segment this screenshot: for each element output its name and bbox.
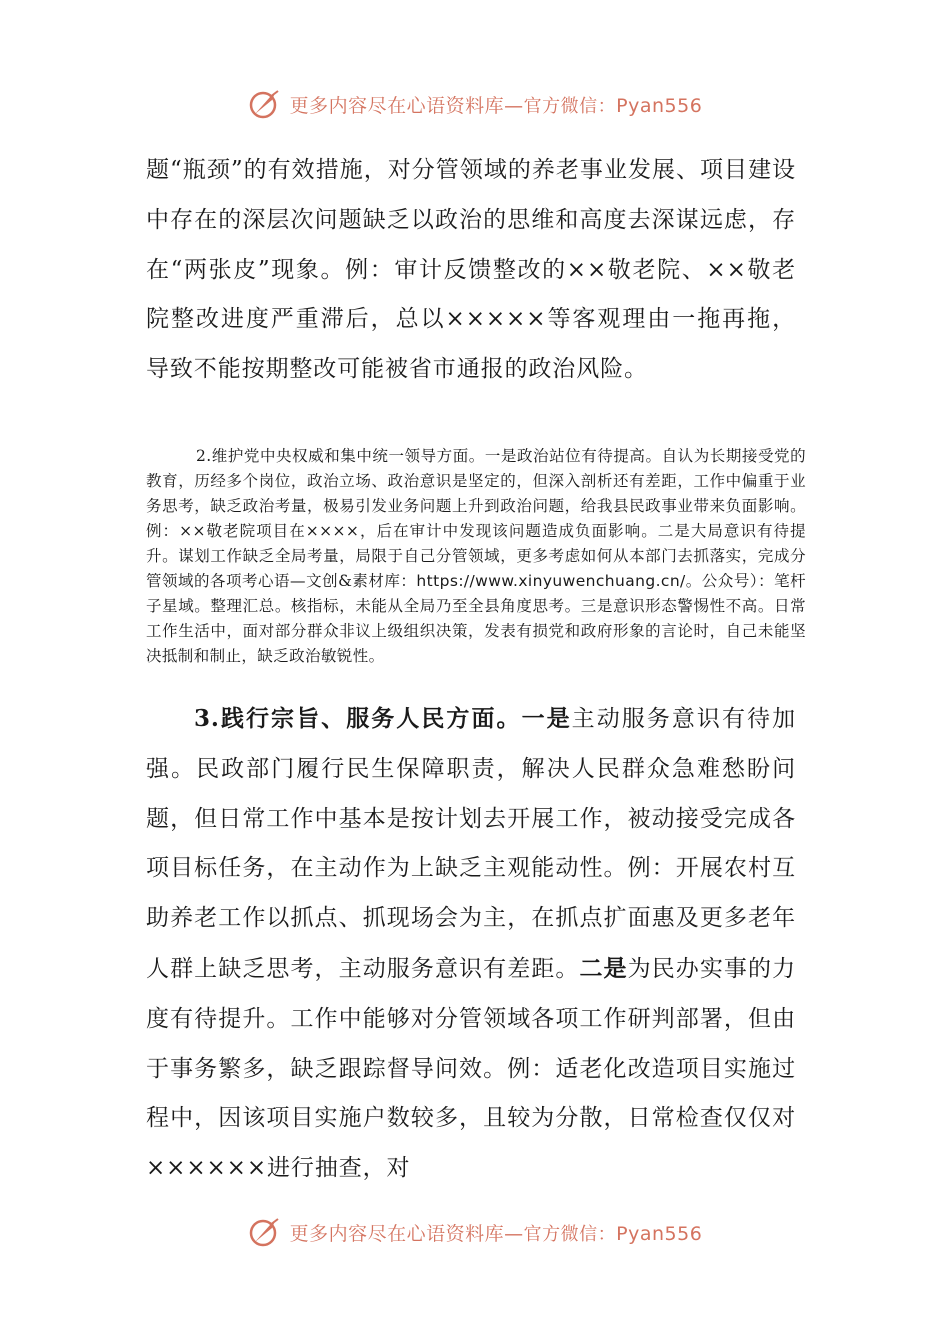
paragraph-small-print: 2.维护党中央权威和集中统一领导方面。一是政治站位有待提高。自认为长期接受党的教育，历经多个岗位，政治立场、政治意识是坚定的，但深入剖析还有差距，工作中偏重于业务思考，缺乏政治考量，极易引发业务问题上升到政治问题，给我县民政事业带来负面影响。例：××敬老院项目在××××，后在审计中发现该问题造成负面影响。二是大局意识有待提升。谋划工作缺乏全局考量，局限于自己分管领域，更多考虑如何从本部门去抓落实，完成分管领域的各项考心语—文创&素材库：https://www.xinyuwenchuang.cn/。公众号）：笔杆子星域。整理汇总。核指标，未能从全局乃至全县角度思考。三是意识形态警惕性不高。日常工作生活中，面对部分群众非议上级组织决策，发表有损党和政府形象的言论时，自己未能坚决抵制和制止，缺乏政治敏锐性。 bbox=[146, 447, 806, 665]
section-heading: 3.践行宗旨、服务人民方面。 bbox=[194, 705, 522, 732]
watermark-text: 更多内容尽在心语资料库—官方微信：Pyan556 bbox=[289, 94, 703, 117]
paragraph-continuation: 题“瓶颈”的有效措施，对分管领域的养老事业发展、项目建设中存在的深层次问题缺乏以政治的思维和高度去深谋远虑，存在“两张皮”现象。例：审计反馈整改的××敬老院、××敬老院整改进度严重滞后，总以×××××等客观理由一拖再拖，导致不能按期整改可能被省市通报的政治风险。 bbox=[146, 157, 796, 383]
watermark-banner-top bbox=[0, 82, 950, 126]
pen-nib-circle-icon bbox=[248, 87, 282, 121]
point-label-first: 一是 bbox=[521, 705, 572, 732]
source-url: https://www.xinyuwenchuang.cn/ bbox=[416, 572, 686, 590]
pen-nib-circle-icon bbox=[248, 1215, 282, 1249]
point-label-second: 二是 bbox=[579, 954, 628, 982]
watermark-banner-bottom bbox=[0, 1210, 950, 1254]
paragraph-section-3: 3.践行宗旨、服务人民方面。一是主动服务意识有待加强。民政部门履行民生保障职责，解决人民群众急难愁盼问题，但日常工作中基本是按计划去开展工作，被动接受完成各项目标任务，在主动作为上缺乏主观能动性。例：开展农村互助养老工作以抓点、抓现场会为主，在抓点扩面惠及更多老年人群上缺乏思考，主动服务意识有差距。二是为民办实事的力度有待提升。工作中能够对分管领域各项工作研判部署，但由于事务繁多，缺乏跟踪督导问效。例：适老化改造项目实施过程中，因该项目实施户数较多，且较为分散，日常检查仅仅对××××××进行抽查，对 bbox=[146, 705, 796, 1182]
watermark-text: 更多内容尽在心语资料库—官方微信：Pyan556 bbox=[289, 1222, 703, 1245]
